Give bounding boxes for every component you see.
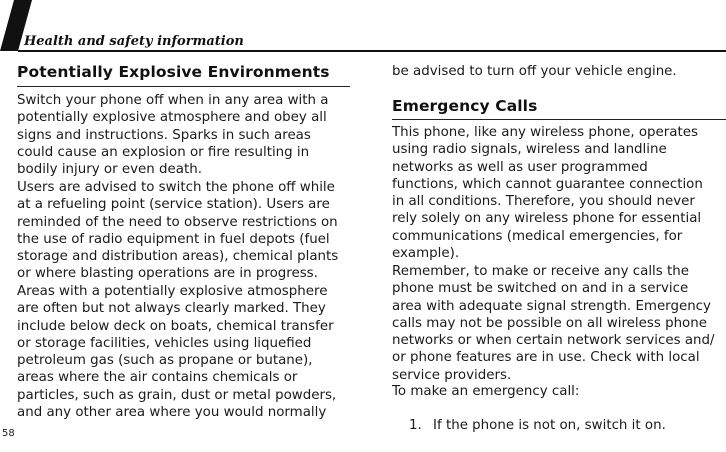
- paragraph-make-calls: Remember, to make or receive any calls the phone must be switched on and in a service area with adequate signal strength. Emergency calls may not be possible on all wireless phone networks or when certain network services and/ or phone features are in use. Check with local service providers.: [392, 264, 715, 383]
- list-item-text: If the phone is not on, switch it on.: [433, 418, 666, 434]
- list-item-number: 1.: [409, 418, 422, 434]
- paragraph-continuation: be advised to turn off your vehicle engine.: [392, 64, 677, 79]
- paragraph-refueling: Users are advised to switch the phone off while at a refueling point (service station). Users are reminded of the need to observe restrictions on the use of radio equipment in fuel depots (fuel storage and distribution areas), chemical plants or where blasting operations are in progress.: [17, 180, 339, 282]
- page-number: 58: [2, 428, 15, 439]
- section-heading-emergency-calls: Emergency Calls: [392, 97, 538, 115]
- list-item: [392, 400, 666, 452]
- running-header-title: Health and safety information: [24, 34, 244, 49]
- paragraph-emergency-call-intro: To make an emergency call:: [392, 384, 580, 399]
- section-heading-rule: [17, 86, 350, 87]
- paragraph-marked-areas: Areas with a potentially explosive atmosphere are often but not always clearly marked. They include below deck on boats, chemical transfer or storage facilities, vehicles using liquefied petroleum gas (such as propane or butane), areas where the air contains chemicals or particles, such as grain, dust or metal powders, and any other area where you would normally: [17, 284, 337, 421]
- header-rule: [18, 50, 726, 52]
- paragraph-wireless-phone: This phone, like any wireless phone, operates using radio signals, wireless and landline networks as well as user programmed functions, which cannot guarantee connection in all conditions. Therefore, you should never rely solely on any wireless phone for essential communications (medical emergencies, for example).: [392, 125, 703, 262]
- paragraph-switch-off: Switch your phone off when in any area with a potentially explosive atmosphere and obey all signs and instructions. Sparks in such areas could cause an explosion or fire resulting in bodily injury or even death.: [17, 93, 329, 178]
- section-heading-rule: [392, 119, 726, 120]
- section-heading-explosive-environments: Potentially Explosive Environments: [17, 63, 330, 81]
